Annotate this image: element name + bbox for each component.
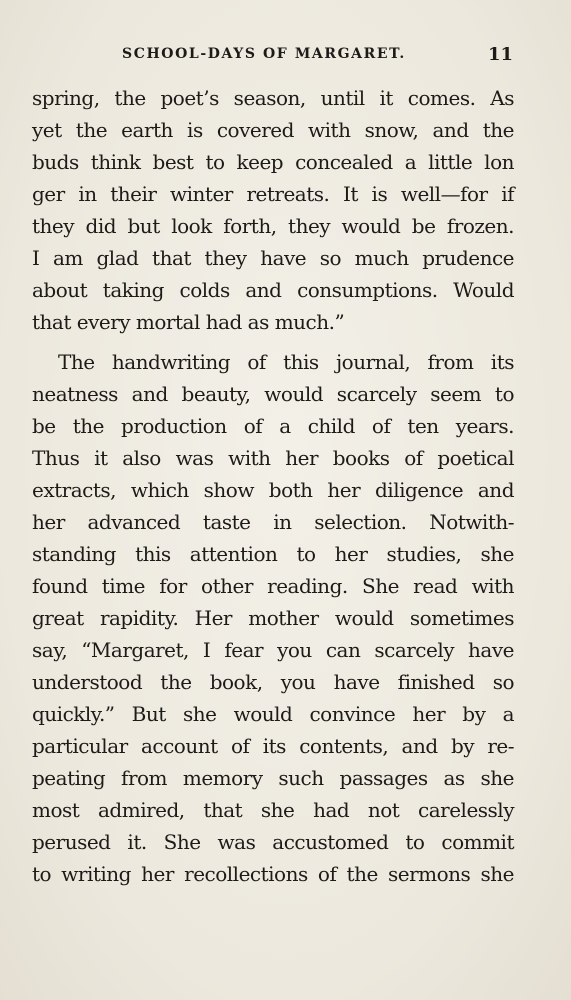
text-line: ger in their winter retreats. It is well—for if: [32, 182, 514, 206]
page-header: [0, 46, 571, 70]
paragraph: [32, 82, 514, 338]
text-line: say, “Margaret, I fear you can scarcely have: [32, 638, 514, 662]
text-line: found time for other reading. She read with: [32, 574, 514, 598]
text-line: particular account of its contents, and by re-: [32, 734, 514, 758]
text-line: that every mortal had as much.”: [32, 310, 345, 334]
text-line: I am glad that they have so much prudence: [32, 246, 514, 270]
text-line: yet the earth is covered with snow, and the: [32, 118, 514, 142]
text-line: most admired, that she had not carelessly: [32, 798, 514, 822]
text-line: spring, the poet’s season, until it comes. As: [32, 86, 514, 110]
text-line: perused it. She was accustomed to commit: [32, 830, 514, 854]
text-line: peating from memory such passages as she: [32, 766, 514, 790]
page-number: 11: [488, 44, 514, 65]
text-line: to writing her recollections of the sermons she: [32, 862, 514, 886]
text-line: neatness and beauty, would scarcely seem to: [32, 382, 514, 406]
body-text: [32, 82, 514, 890]
paragraph: [32, 346, 514, 890]
text-line: buds think best to keep concealed a little lon: [32, 150, 514, 174]
text-line: The handwriting of this journal, from its: [58, 350, 514, 374]
paragraph-gap: [32, 338, 514, 346]
text-line: understood the book, you have finished so: [32, 670, 514, 694]
text-line: standing this attention to her studies, she: [32, 542, 514, 566]
text-line: be the production of a child of ten years.: [32, 414, 514, 438]
text-line: great rapidity. Her mother would sometimes: [32, 606, 514, 630]
text-line: quickly.” But she would convince her by a: [32, 702, 514, 726]
text-line: about taking colds and consumptions. Would: [32, 278, 514, 302]
text-line: they did but look forth, they would be frozen.: [32, 214, 514, 238]
text-line: Thus it also was with her books of poetical: [32, 446, 514, 470]
text-line: extracts, which show both her diligence and: [32, 478, 514, 502]
text-line: her advanced taste in selection. Notwith-: [32, 510, 514, 534]
running-title: SCHOOL-DAYS OF MARGARET.: [122, 46, 406, 62]
